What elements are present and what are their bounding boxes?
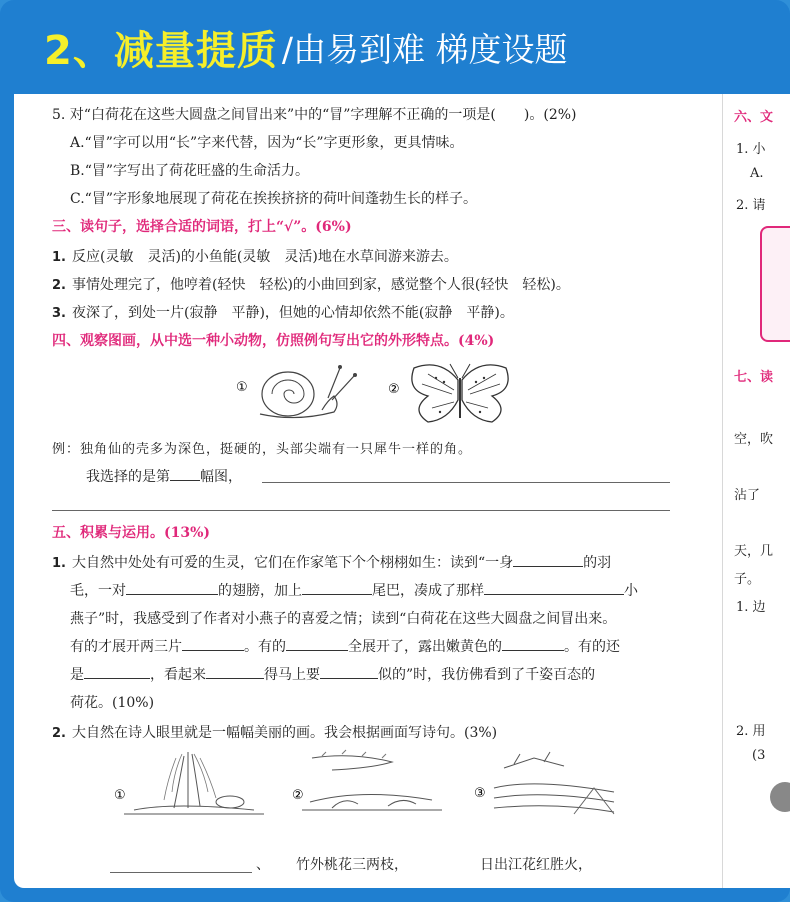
right-item: 1. 边: [736, 600, 766, 615]
q5-option-a: A.“冒”字可以用“长”字来代替，因为“长”字更形象，更具情味。: [70, 135, 464, 151]
item-number: 2.: [52, 278, 66, 293]
worksheet-page: [14, 94, 790, 888]
q1-text: 。有的: [244, 639, 286, 655]
q1-line-6: 荷花。(10%): [70, 695, 155, 711]
section-5-heading: 五、积累与运用。(13%): [52, 525, 211, 541]
item-text: 反应(灵敏 灵活)的小鱼能(灵敏 灵活)地在水草间游来游去。: [71, 249, 458, 265]
q1-text: 毛，一对: [70, 583, 126, 599]
fill-blank[interactable]: [126, 580, 218, 595]
poem-answer-blank-1[interactable]: [110, 872, 252, 873]
poem-picture-2: [292, 748, 442, 818]
fill-blank[interactable]: [286, 636, 348, 651]
q1-text: 似的”时，我仿佛看到了千姿百态的: [378, 667, 596, 683]
snail-picture: [236, 360, 366, 424]
q1-text: ，看起来: [150, 667, 206, 683]
section-3-heading: 三、读句子，选择合适的词语，打上“√”。(6%): [52, 219, 352, 235]
right-round-graphic: [770, 782, 790, 812]
choice-suffix: 幅图，: [200, 469, 242, 485]
answer-line-2[interactable]: [52, 510, 670, 511]
answer-line-1[interactable]: [262, 482, 670, 483]
example-sentence: 例：独角仙的壳多为深色，挺硬的，头部尖端有一只犀牛一样的角。: [52, 442, 473, 457]
q5-option-c: C.“冒”字形象地展现了荷花在挨挨挤挤的荷叶间蓬勃生长的样子。: [70, 191, 477, 207]
poem-line-2: 竹外桃花三两枝，: [296, 857, 408, 873]
poem-picture-1: [114, 748, 264, 818]
left-column: [14, 94, 714, 888]
pic-label-2: ②: [388, 382, 400, 397]
q1-text: 大自然中处处有可爱的生灵，它们在作家笔下个个栩栩如生：读到“一身: [71, 555, 514, 571]
pic-label-1: ①: [236, 380, 248, 395]
fill-blank[interactable]: [502, 636, 564, 651]
right-illustration: [760, 226, 790, 342]
poem-line-3: 日出江花红胜火，: [480, 857, 592, 873]
q1-text: 的翅膀，加上: [218, 583, 302, 599]
q1-text: 。有的还: [564, 639, 620, 655]
right-item: A.: [750, 166, 764, 181]
right-text: 子。: [734, 572, 761, 587]
river-sunrise-scene-icon: [474, 748, 624, 818]
q5-option-b: B.“冒”字写出了荷花旺盛的生命活力。: [70, 163, 310, 179]
right-text: 天，几: [734, 544, 774, 559]
butterfly-picture: [388, 360, 528, 426]
willow-scene-icon: [114, 748, 264, 818]
sec3-item-3: [52, 302, 514, 322]
right-item: 2. 用: [736, 724, 766, 739]
q5-title: 5. 对“白荷花在这些大圆盘之间冒出来”中的“冒”字理解不正确的一项是( )。(2%): [52, 107, 577, 123]
banner-subtitle: /由易到难 梯度设题: [281, 29, 568, 69]
choice-prefix: 我选择的是第: [86, 469, 170, 485]
fill-blank[interactable]: [84, 664, 150, 679]
snail-icon: [236, 360, 366, 424]
item-text: 夜深了，到处一片(寂静 平静)，但她的心情却依然不能(寂静 平静)。: [71, 305, 514, 321]
q1-line-5: [70, 664, 595, 684]
right-text: 空，吹: [734, 432, 774, 447]
q2-text: 大自然在诗人眼里就是一幅幅美丽的画。我会根据画面写诗句。(3%): [71, 725, 498, 741]
right-item: 1. 小: [736, 142, 766, 157]
picture-number-blank[interactable]: [170, 466, 200, 481]
q1-text: 小: [624, 583, 638, 599]
q1-line-3: 燕子”时，我感受到了作者对小燕子的喜爱之情；读到“白荷花在这些大圆盘之间冒出来。: [70, 611, 617, 627]
q1-text: 的羽: [583, 555, 612, 571]
poem-picture-3: [474, 748, 624, 818]
header-banner: [0, 0, 790, 94]
fill-blank[interactable]: [302, 580, 372, 595]
right-text: (3: [752, 748, 766, 763]
bamboo-peach-scene-icon: [292, 748, 442, 818]
q1-line-2: [70, 580, 638, 600]
choice-line: [86, 466, 242, 486]
fill-blank[interactable]: [182, 636, 244, 651]
banner-title: 2、减量提质: [44, 27, 278, 74]
column-divider: [722, 94, 723, 888]
pic-label-3: ③: [474, 786, 486, 801]
sec3-item-2: [52, 274, 570, 294]
item-number: 1.: [52, 250, 66, 265]
q2-title: [52, 722, 497, 742]
fill-blank[interactable]: [206, 664, 264, 679]
right-heading-7: 七、读: [734, 370, 774, 385]
q1-line-4: [70, 636, 620, 656]
sec3-item-1: [52, 246, 458, 266]
item-text: 事情处理完了，他哼着(轻快 轻松)的小曲回到家，感觉整个人很(轻快 轻松)。: [71, 277, 570, 293]
q1-text: 得马上要: [264, 667, 320, 683]
right-text: 沾了: [734, 488, 761, 503]
right-item: 2. 请: [736, 198, 766, 213]
item-number: 2.: [52, 726, 66, 741]
q1-text: 全展开了，露出嫩黄色的: [348, 639, 502, 655]
right-heading-6: 六、文: [734, 110, 774, 125]
item-number: 1.: [52, 556, 66, 571]
q1-text: 尾巴，凑成了那样: [372, 583, 484, 599]
fill-blank[interactable]: [320, 664, 378, 679]
fill-blank[interactable]: [513, 552, 583, 567]
pic-label-2: ②: [292, 788, 304, 803]
q1-text: 是: [70, 667, 84, 683]
poem-punct-1: 、: [256, 857, 270, 873]
q1-text: 有的才展开两三片: [70, 639, 182, 655]
right-column-partial: [730, 94, 790, 888]
pic-label-1: ①: [114, 788, 126, 803]
q1-line-1: [52, 552, 611, 572]
item-number: 3.: [52, 306, 66, 321]
butterfly-icon: [388, 360, 528, 426]
fill-blank[interactable]: [484, 580, 624, 595]
section-4-heading: 四、观察图画，从中选一种小动物，仿照例句写出它的外形特点。(4%): [52, 333, 495, 349]
